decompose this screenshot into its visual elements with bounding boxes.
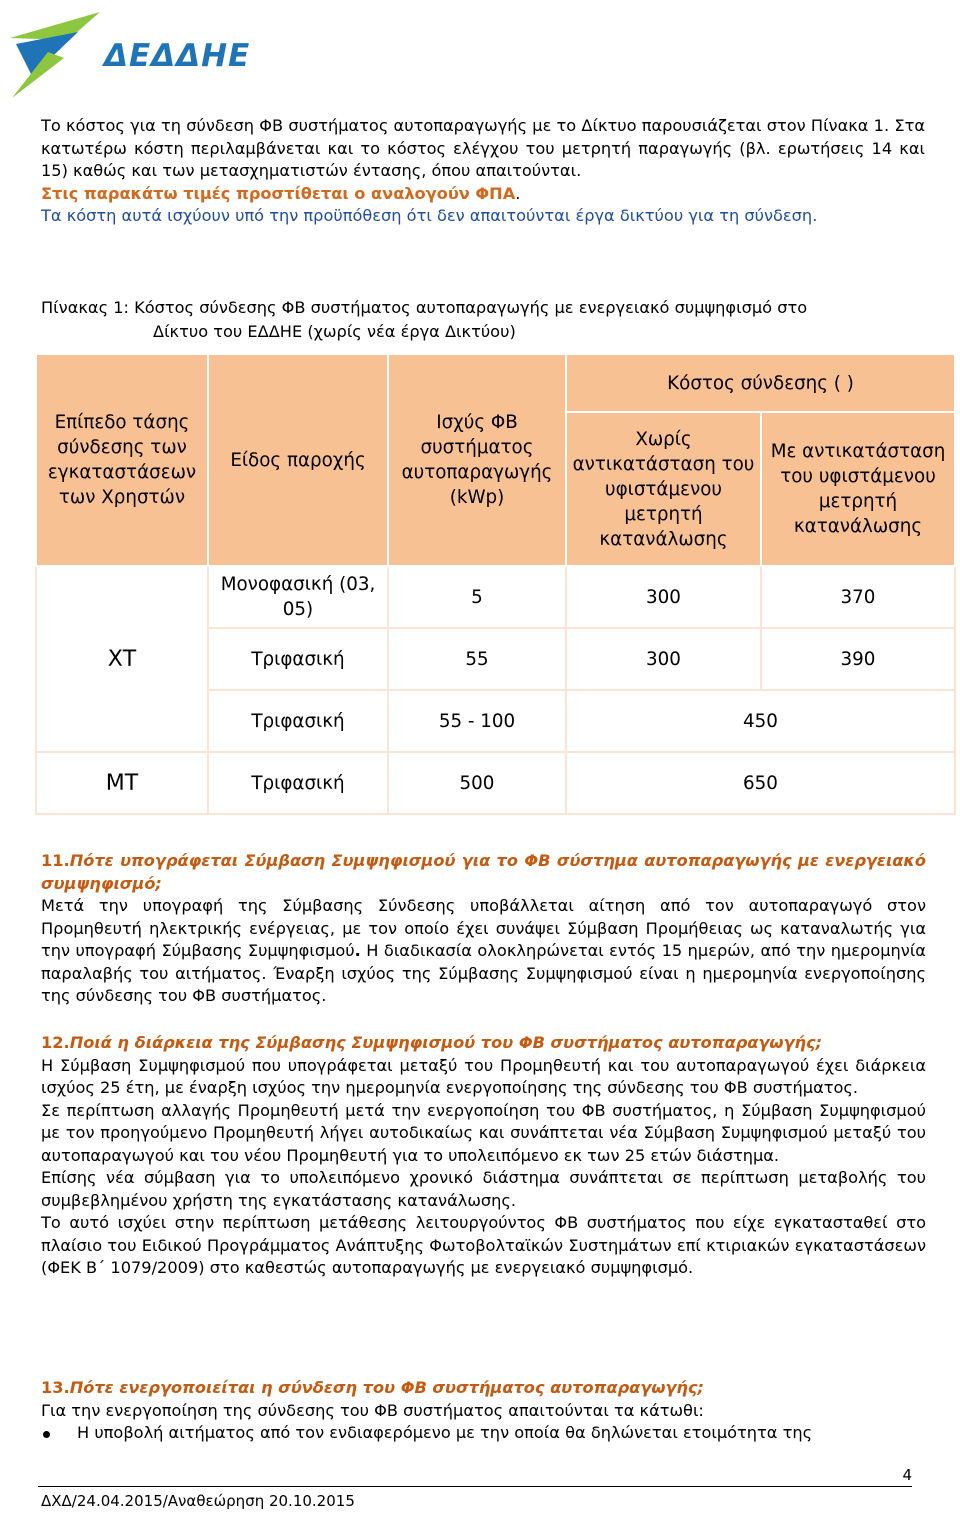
cell-power: 55 (388, 628, 566, 690)
cell-cost-merged: 650 (566, 752, 955, 814)
cell-supply: Μονοφασική (03, 05) (208, 566, 388, 628)
q12-p2: Σε περίπτωση αλλαγής Προμηθευτή μετά την ενεργοποίηση του ΦΒ συστήματος, η Σύμβαση Συμψηφισμού με τον προηγούμενο Προμηθευτή λήγει αυτοδικαίως και συνάπτεται νέα Σύμβαση Συμψηφισμού μεταξύ του αυτοπαραγωγού και του νέου Προμηθευτή για το υπολειπόμενο εκ των 25 ετών διάστημα. (41, 1100, 926, 1165)
section-q11 (41, 850, 926, 1008)
intro-vat (41, 183, 925, 206)
q11-number: 11. (41, 851, 70, 870)
header-supply: Είδος παροχής (208, 354, 388, 566)
logo (8, 10, 251, 100)
intro-line1: Το κόστος για τη σύνδεση ΦΒ συστήματος αυτοπαραγωγής με το Δίκτυο παρουσιάζεται στον Πίνακα 1. Στα κατωτέρω κόστη περιλαμβάνεται και το κόστος ελέγχου του μετρητή παραγωγής (βλ. ερωτήσεις 14 και 15) καθώς και των μετασχηματιστών έντασης, όπου απαιτούνται. (41, 116, 925, 180)
cell-supply: Τριφασική (208, 628, 388, 690)
q11-body (41, 895, 926, 1008)
cost-table (35, 353, 956, 815)
q12-number: 12. (41, 1033, 70, 1052)
section-q13 (41, 1377, 926, 1445)
q13-heading (41, 1377, 926, 1400)
q11-body-dot: . (354, 941, 361, 960)
cell-supply: Τριφασική (208, 690, 388, 752)
intro-vat-bold: Στις παρακάτω τιμές προστίθεται ο αναλογούν ΦΠΑ (41, 183, 516, 203)
q12-p1: Η Σύμβαση Συμψηφισμού που υπογράφεται μεταξύ του Προμηθευτή και του αυτοπαραγωγού έχει διάρκεια ισχύος 25 έτη, με έναρξη ισχύος την ημερομηνία ενεργοποίησης της σύνδεσης του ΦΒ συστήματος. (41, 1055, 926, 1097)
cell-cost-with: 370 (761, 566, 955, 628)
header-cost: Κόστος σύνδεσης ( ) (566, 354, 955, 412)
header-cost-without: Χωρίς αντικατάσταση του υφιστάμενου μετρητή κατανάλωσης (566, 412, 761, 566)
q11-body-b: Η διαδικασία ολοκληρώνεται εντός 15 ημερών, από την ημερομηνία παραλαβής του αιτήματος. Έναρξη ισχύος της Σύμβασης Συμψηφισμού είναι η ημερομηνία ενεργοποίησης της σύνδεσης του ΦΒ συστήματος. (41, 941, 926, 1005)
cell-power: 500 (388, 752, 566, 814)
cell-cost-without: 300 (566, 566, 761, 628)
cell-cost-merged: 450 (566, 690, 955, 752)
intro-line2: Τα κόστη αυτά ισχύουν υπό την προϋπόθεση ότι δεν απαιτούνται έργα δικτύου για τη σύνδεση. (41, 206, 818, 225)
cell-cost-without: 300 (566, 628, 761, 690)
cell-supply: Τριφασική (208, 752, 388, 814)
section-q12 (41, 1032, 926, 1280)
cell-level-mt: ΜΤ (36, 752, 208, 814)
logo-mark-icon (8, 10, 108, 100)
q11-body-a: Μετά την υπογραφή της Σύμβασης Σύνδεσης υποβάλλεται αίτηση από τον αυτοπαραγωγό στον Προμηθευτή ηλεκτρικής ενέργειας, με τον οποίο έχει συνάψει Σύμβαση Προμήθειας ως καταναλωτής για την υπογραφή Σύμβασης Συμψηφισμού (41, 896, 926, 960)
q12-p3: Επίσης νέα σύμβαση για το υπολειπόμενο χρονικό διάστημα συνάπτεται σε περίπτωση μεταβολής του συμβεβλημένου χρήστη της εγκατάστασης κατανάλωσης. (41, 1168, 926, 1210)
cell-level-xt: ΧΤ (36, 566, 208, 752)
table-caption (41, 296, 931, 344)
q12-title: Ποιά η διάρκεια της Σύμβασης Συμψηφισμού του ΦΒ συστήματος αυτοπαραγωγής; (69, 1033, 823, 1052)
q13-number: 13. (41, 1378, 70, 1397)
logo-text: ΔΕΔΔΗΕ (104, 38, 251, 74)
q11-heading (41, 850, 926, 895)
header-level: Επίπεδο τάσης σύνδεσης των εγκαταστάσεων των Χρηστών (36, 354, 208, 566)
intro-vat-end: . (515, 183, 521, 203)
cell-power: 5 (388, 566, 566, 628)
q12-heading (41, 1032, 926, 1055)
q13-bullet1: Η υποβολή αιτήματος από τον ενδιαφερόμενο με την οποία θα δηλώνεται ετοιμότητα της (77, 1423, 813, 1442)
q13-title: Πότε ενεργοποιείται η σύνδεση του ΦΒ συστήματος αυτοπαραγωγής; (69, 1378, 705, 1397)
q13-p1: Για την ενεργοποίηση της σύνδεσης του ΦΒ συστήματος απαιτούνται τα κάτωθι: (41, 1400, 704, 1420)
footer-divider (38, 1486, 912, 1487)
intro (41, 115, 925, 228)
footer-text: ΔΧΔ/24.04.2015/Αναθεώρηση 20.10.2015 (41, 1492, 355, 1510)
bullet-icon (43, 1431, 50, 1438)
q11-title: Πότε υπογράφεται Σύμβαση Συμψηφισμού για το ΦΒ σύστημα αυτοπαραγωγής με ενεργειακό συμψηφισμό; (41, 851, 926, 893)
q12-p4: Το αυτό ισχύει στην περίπτωση μετάθεσης λειτουργούντος ΦΒ συστήματος που είχε εγκατασταθεί στο πλαίσιο του Ειδικού Προγράμματος Ανάπτυξης Φωτοβολταϊκών Συστημάτων επί κτιριακών εγκαταστάσεων (ΦΕΚ Β΄ 1079/2009) στο καθεστώς αυτοπαραγωγής με ενεργειακό συμψηφισμό. (41, 1213, 926, 1277)
page-number: 4 (902, 1466, 912, 1484)
header-cost-with: Με αντικατάσταση του υφιστάμενου μετρητή κατανάλωσης (761, 412, 955, 566)
cell-power: 55 - 100 (388, 690, 566, 752)
caption-line1: Πίνακας 1: Κόστος σύνδεσης ΦΒ συστήματος αυτοπαραγωγής με ενεργειακό συμψηφισμό στο (41, 298, 808, 317)
caption-line2: Δίκτυο του ΕΔΔΗΕ (χωρίς νέα έργα Δικτύου) (153, 322, 516, 341)
header-power: Ισχύς ΦΒ συστήματος αυτοπαραγωγής (kWp) (388, 354, 566, 566)
cell-cost-with: 390 (761, 628, 955, 690)
list-item (41, 1422, 926, 1445)
